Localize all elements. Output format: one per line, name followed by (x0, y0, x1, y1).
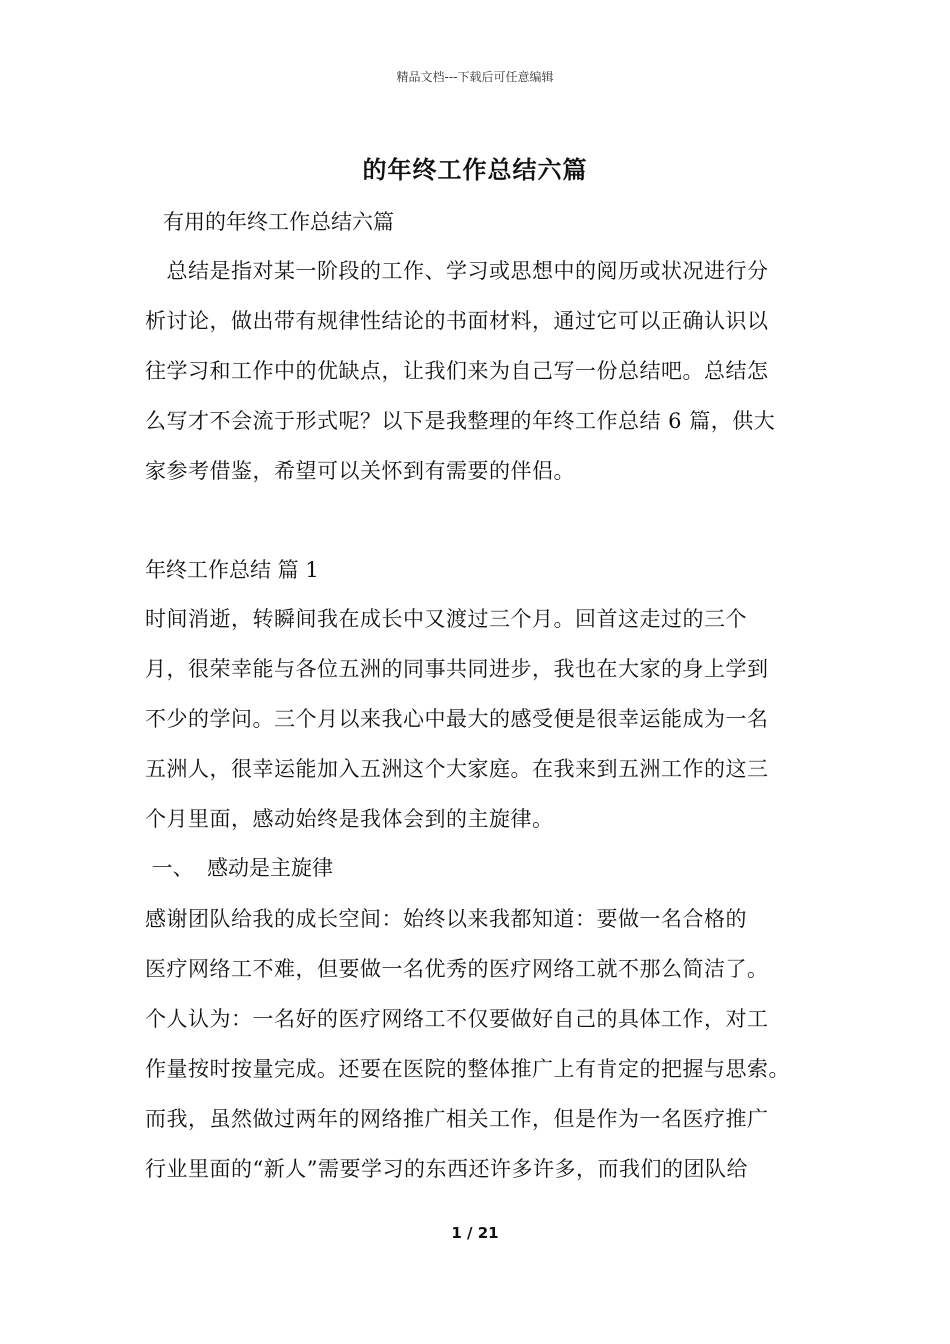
intro-paragraph (145, 246, 825, 496)
paragraph-line: 行业里面的“新人”需要学习的东西还许多许多，而我们的团队给 (145, 1157, 748, 1181)
paragraph-line: 个月里面，感动始终是我体会到的主旋律。 (145, 807, 554, 831)
paragraph-line: 总结是指对某一阶段的工作、学习或思想中的阅历或状况进行分 (145, 259, 769, 283)
paragraph-line: 而我，虽然做过两年的网络推广相关工作，但是作为一名医疗推广 (145, 1107, 769, 1131)
paragraph-line: 么写才不会流于形式呢？以下是我整理的年终工作总结 6 篇，供大 (145, 409, 776, 433)
document-subtitle: 有用的年终工作总结六篇 (163, 210, 394, 234)
subsection-paragraph (145, 894, 825, 1194)
paragraph-line: 个人认为：一名好的医疗网络工不仅要做好自己的具体工作，对工 (145, 1007, 769, 1031)
paragraph-line: 医疗网络工不难，但要做一名优秀的医疗网络工就不那么简洁了。 (145, 957, 769, 981)
subsection-heading: 一、 感动是主旋律 (145, 856, 334, 880)
page-header: 精品文档---下载后可任意编辑 (396, 70, 554, 84)
document-title: 的年终工作总结六篇 (362, 156, 588, 184)
page-number: 1 / 21 (451, 1224, 499, 1242)
paragraph-line: 五洲人，很幸运能加入五洲这个大家庭。在我来到五洲工作的这三 (145, 757, 769, 781)
paragraph-line: 析讨论，做出带有规律性结论的书面材料，通过它可以正确认识以 (145, 309, 769, 333)
paragraph-line: 月，很荣幸能与各位五洲的同事共同进步，我也在大家的身上学到 (145, 657, 769, 681)
section-heading: 年终工作总结 篇 1 (145, 558, 319, 582)
paragraph-line: 感谢团队给我的成长空间：始终以来我都知道：要做一名合格的 (145, 907, 747, 931)
section1-paragraph (145, 594, 825, 844)
paragraph-line: 不少的学问。三个月以来我心中最大的感受便是很幸运能成为一名 (145, 707, 769, 731)
paragraph-line: 往学习和工作中的优缺点，让我们来为自己写一份总结吧。总结怎 (145, 359, 769, 383)
paragraph-line: 时间消逝，转瞬间我在成长中又渡过三个月。回首这走过的三个 (145, 607, 747, 631)
paragraph-line: 作量按时按量完成。还要在医院的整体推广上有肯定的把握与思索。 (145, 1057, 790, 1081)
paragraph-line: 家参考借鉴，希望可以关怀到有需要的伴侣。 (145, 459, 575, 483)
